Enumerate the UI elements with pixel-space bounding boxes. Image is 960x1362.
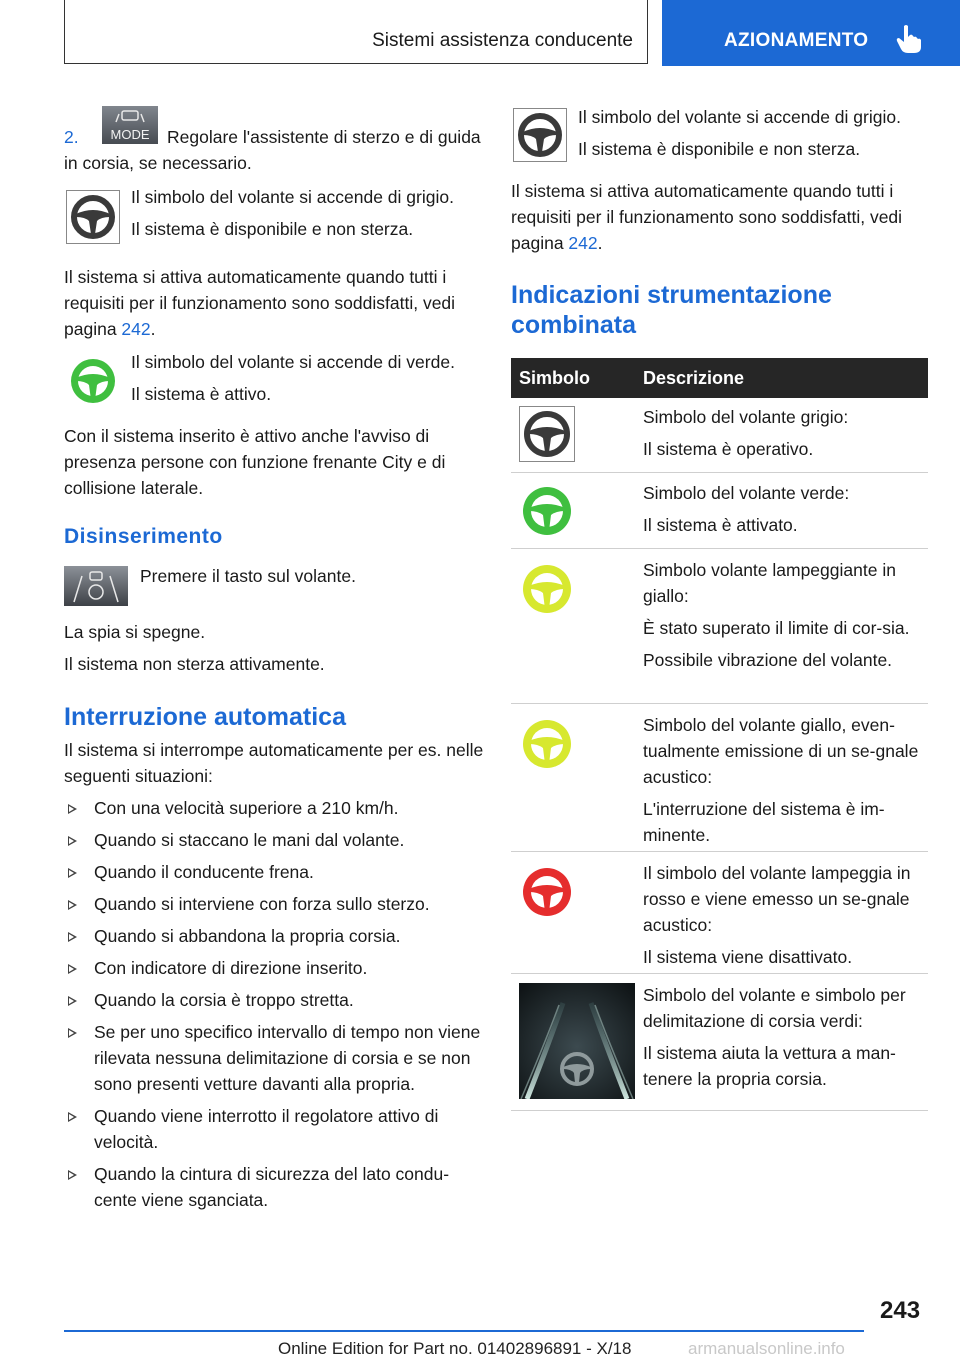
chapter-tab-label: AZIONAMENTO: [724, 30, 869, 51]
step-number: 2.: [64, 127, 79, 147]
mode-button-label: MODE: [110, 127, 150, 142]
row-description: Simbolo del volante giallo, even-tualmente emissione di un se-gnale acustico: L'interruzione del sistema è im-minente.: [643, 715, 919, 845]
page-link-242[interactable]: 242: [568, 233, 598, 253]
green-line2: Il sistema è attivo.: [131, 384, 272, 404]
header-section-box: [64, 0, 648, 64]
list-item: Quando il conducente frena.: [64, 859, 484, 885]
steering-wheel-yellow-blinking-icon: [519, 561, 575, 617]
page-number: 243: [880, 1297, 921, 1324]
row-description: Simbolo del volante e simbolo per delimitazione di corsia verdi: Il sistema aiuta la vettura a man-tenere la propria corsia.: [643, 985, 906, 1089]
auto-stop-heading: Interruzione automatica: [64, 703, 346, 731]
list-item: Con indicatore di direzione inserito.: [64, 955, 484, 981]
bullet-triangle-icon: [68, 804, 77, 814]
auto-activation-text: Il sistema si attiva automaticamente quando tutti i requisiti per il funzionamento sono soddisfatti, vedi pagina 242.: [511, 181, 903, 253]
bullet-triangle-icon: [68, 996, 77, 1006]
table-row: [511, 704, 928, 852]
grey-line2: Il sistema è disponibile e non sterza.: [578, 139, 861, 159]
steering-wheel-grey-icon: [66, 190, 120, 244]
hand-pointer-icon: [896, 24, 922, 54]
section-title: Sistemi assistenza conducente: [372, 30, 633, 51]
list-item: Quando si abbandona la propria corsia.: [64, 923, 484, 949]
steering-wheel-red-icon: [519, 864, 575, 920]
grey-line1: Il simbolo del volante si accende di grigio.: [131, 187, 454, 207]
lane-markings-display-icon: [519, 983, 635, 1099]
bullet-triangle-icon: [68, 1028, 77, 1038]
indicators-table: [511, 358, 928, 1111]
row-description: Il simbolo del volante lampeggia in rosso e viene emesso un se-gnale acustico: Il sistema viene disattivato.: [643, 863, 911, 967]
steering-wheel-button-icon: [64, 566, 128, 606]
footer-divider: [64, 1330, 864, 1332]
auto-activation-text: Il sistema si attiva automaticamente quando tutti i requisiti per il funzionamento sono soddisfatti, vedi pagina 242.: [64, 267, 456, 339]
warning-text: Con il sistema inserito è attivo anche l'avviso di presenza persone con funzione frenante City e di collisione laterale.: [64, 426, 446, 498]
steering-wheel-green-icon: [519, 483, 575, 539]
edition-text: Online Edition for Part no. 01402896891 - X/18: [278, 1339, 632, 1358]
table-header: [511, 358, 928, 398]
bullet-triangle-icon: [68, 1170, 77, 1180]
list-item: Quando la cintura di sicurezza del lato condu-cente viene sganciata.: [64, 1161, 484, 1213]
disable-heading: Disinserimento: [64, 525, 223, 548]
lamp-off-text: La spia si spegne.: [64, 622, 206, 642]
step-text: Regolare l'assistente di sterzo e di guida in corsia, se necessario.: [64, 127, 481, 173]
grey-line2: Il sistema è disponibile e non sterza.: [131, 219, 414, 239]
grey-line1: Il simbolo del volante si accende di grigio.: [578, 107, 901, 127]
bullet-triangle-icon: [68, 964, 77, 974]
list-item: Quando viene interrotto il regolatore attivo di velocità.: [64, 1103, 484, 1155]
table-row: [511, 549, 928, 704]
steering-wheel-grey-icon: [519, 406, 575, 462]
table-row: [511, 398, 928, 473]
list-item: Quando si staccano le mani dal volante.: [64, 827, 484, 853]
bullet-triangle-icon: [68, 868, 77, 878]
auto-stop-intro: Il sistema si interrompe automaticamente per es. nelle seguenti situazioni:: [64, 740, 484, 786]
bullet-triangle-icon: [68, 836, 77, 846]
steering-wheel-grey-icon: [513, 108, 567, 162]
bullet-triangle-icon: [68, 900, 77, 910]
list-item: Se per uno specifico intervallo di tempo non viene rilevata nessuna delimitazione di corsia e se non sono presenti vetture davanti alla propria.: [64, 1019, 484, 1097]
page-link-242[interactable]: 242: [121, 319, 151, 339]
table-row: [511, 974, 928, 1111]
steering-wheel-yellow-icon: [519, 716, 575, 772]
disable-text: Premere il tasto sul volante.: [140, 566, 356, 586]
steering-wheel-green-icon: [66, 354, 120, 408]
indicators-heading: Indicazioni strumentazione combinata: [511, 281, 832, 339]
bullet-triangle-icon: [68, 932, 77, 942]
table-row: [511, 852, 928, 974]
table-row: [511, 473, 928, 549]
not-steer-text: Il sistema non sterza attivamente.: [64, 654, 325, 674]
green-line1: Il simbolo del volante si accende di verde.: [131, 352, 455, 372]
row-description: Simbolo volante lampeggiante in giallo: È stato superato il limite di cor-sia. Possibile vibrazione del volante.: [643, 560, 910, 670]
watermark-text: armanualsonline.info: [688, 1339, 845, 1358]
row-description: Simbolo del volante grigio: Il sistema è operativo.: [643, 407, 849, 459]
column-header-symbol: Simbolo: [519, 368, 590, 388]
list-item: Quando la corsia è troppo stretta.: [64, 987, 484, 1013]
list-item: Con una velocità superiore a 210 km/h.: [64, 795, 484, 821]
bullet-triangle-icon: [68, 1112, 77, 1122]
auto-stop-list: [64, 795, 484, 1219]
chapter-tab[interactable]: [662, 0, 960, 66]
column-header-description: Descrizione: [643, 368, 745, 388]
list-item: Quando si interviene con forza sullo sterzo.: [64, 891, 484, 917]
row-description: Simbolo del volante verde: Il sistema è attivato.: [643, 483, 850, 535]
